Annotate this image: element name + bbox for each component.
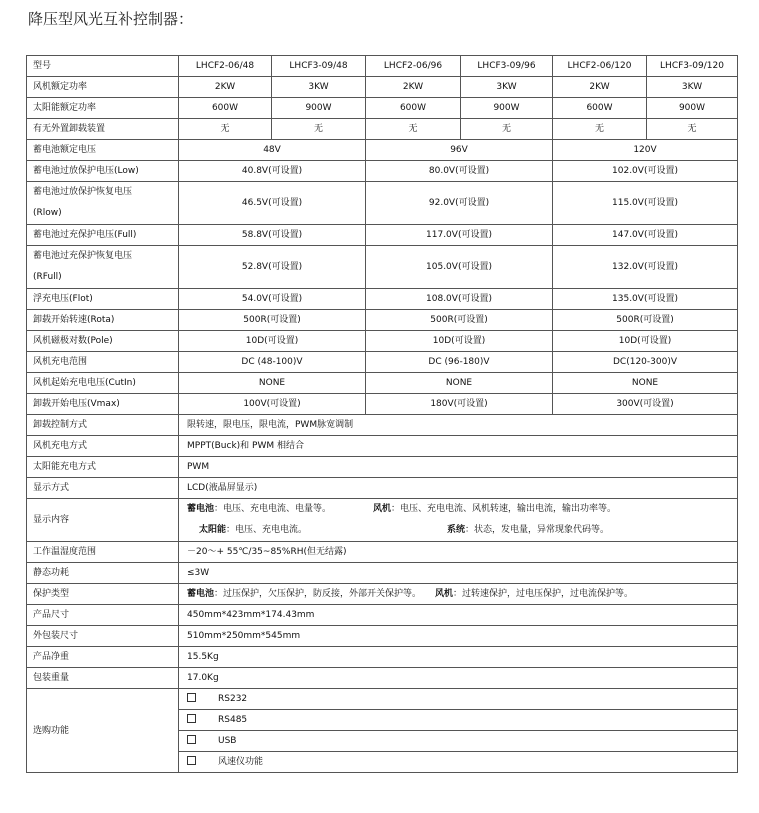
cell: NONE (179, 373, 366, 394)
cell: 600W (179, 98, 272, 119)
cell: 108.0V(可设置) (366, 289, 553, 310)
cell: 900W (461, 98, 553, 119)
checkbox-icon[interactable] (187, 714, 196, 723)
table-row (27, 647, 738, 668)
option-label: 风速仪功能 (218, 757, 264, 767)
row-label: 浮充电压(Flot) (27, 289, 179, 310)
row-label-line-2: (Rlow) (33, 208, 62, 218)
cell: 900W (647, 98, 738, 119)
row-label: 太阳能充电方式 (27, 457, 179, 478)
cell: 无 (366, 119, 461, 140)
cell: 17.0Kg (179, 668, 738, 689)
cell: 10D(可设置) (366, 331, 553, 352)
table-row (27, 119, 738, 140)
cell: 510mm*250mm*545mm (179, 626, 738, 647)
table-row (27, 77, 738, 98)
cell: 600W (553, 98, 647, 119)
cell: 58.8V(可设置) (179, 225, 366, 246)
row-label: 风机额定功率 (27, 77, 179, 98)
cell: 100V(可设置) (179, 394, 366, 415)
cell: LCD(液晶屏显示) (179, 478, 738, 499)
row-label: 保护类型 (27, 584, 179, 605)
fan-value: ：电压、充电电流、风机转速，输出电流，输出功率等。 (391, 504, 617, 514)
row-label: 卸载开始电压(Vmax) (27, 394, 179, 415)
row-label: 显示内容 (27, 499, 179, 542)
model-4: LHCF3-09/96 (461, 56, 553, 77)
row-label: 包装重量 (27, 668, 179, 689)
row-label (27, 246, 179, 289)
cell: 900W (272, 98, 366, 119)
row-label: 蓄电池过放保护电压(Low) (27, 161, 179, 182)
cell: 120V (553, 140, 738, 161)
cell: NONE (553, 373, 738, 394)
cell: 300V(可设置) (553, 394, 738, 415)
table-row (27, 182, 738, 225)
row-label-line-1: 蓄电池过充保护恢复电压 (33, 251, 133, 261)
cell: 115.0V(可设置) (553, 182, 738, 225)
cell: 10D(可设置) (179, 331, 366, 352)
protection-cell (179, 584, 738, 605)
cell: 2KW (553, 77, 647, 98)
system-key: 系统 (447, 525, 466, 535)
checkbox-icon[interactable] (187, 756, 196, 765)
cell: 132.0V(可设置) (553, 246, 738, 289)
cell: 2KW (366, 77, 461, 98)
cell: NONE (366, 373, 553, 394)
table-row (27, 542, 738, 563)
model-5: LHCF2-06/120 (553, 56, 647, 77)
cell: 600W (366, 98, 461, 119)
display-content-line-2 (187, 520, 733, 541)
model-6: LHCF3-09/120 (647, 56, 738, 77)
battery-value: ：电压、充电电流、电量等。 (214, 504, 332, 514)
cell: 54.0V(可设置) (179, 289, 366, 310)
header-label: 型号 (27, 56, 179, 77)
cell: 15.5Kg (179, 647, 738, 668)
row-label: 显示方式 (27, 478, 179, 499)
row-label: 产品净重 (27, 647, 179, 668)
table-row (27, 394, 738, 415)
row-label: 蓄电池过充保护电压(Full) (27, 225, 179, 246)
table-row (27, 225, 738, 246)
cell: PWM (179, 457, 738, 478)
cell: 限转速，限电压，限电流，PWM脉宽调制 (179, 415, 738, 436)
table-row (27, 478, 738, 499)
table-row (27, 310, 738, 331)
table-row (27, 457, 738, 478)
cell: 无 (647, 119, 738, 140)
row-label (27, 182, 179, 225)
system-value: ：状态，发电量，异常现象代码等。 (465, 525, 610, 535)
table-row-options (27, 689, 738, 710)
row-label: 产品尺寸 (27, 605, 179, 626)
cell: 105.0V(可设置) (366, 246, 553, 289)
protection-fan-key: 风机 (435, 589, 454, 599)
table-row (27, 584, 738, 605)
cell: DC (48-100)V (179, 352, 366, 373)
table-row (27, 605, 738, 626)
checkbox-icon[interactable] (187, 693, 196, 702)
solar-key: 太阳能 (199, 525, 227, 535)
table-row (27, 98, 738, 119)
table-row (27, 373, 738, 394)
cell: 无 (553, 119, 647, 140)
row-label: 外包装尺寸 (27, 626, 179, 647)
cell: DC (96-180)V (366, 352, 553, 373)
option-label: RS485 (218, 715, 248, 725)
cell: 147.0V(可设置) (553, 225, 738, 246)
table-row (27, 289, 738, 310)
fan-key: 风机 (373, 504, 392, 514)
table-row (27, 415, 738, 436)
cell: 500R(可设置) (366, 310, 553, 331)
cell: 500R(可设置) (179, 310, 366, 331)
row-label-line-2: (RFull) (33, 272, 62, 282)
display-content-cell (179, 499, 738, 542)
row-label: 卸载控制方式 (27, 415, 179, 436)
solar-value: ：电压、充电电流。 (226, 525, 308, 535)
cell: 3KW (272, 77, 366, 98)
row-label: 卸载开始转速(Rota) (27, 310, 179, 331)
cell: －20～+ 55℃/35~85%RH(但无结露) (179, 542, 738, 563)
option-rs485[interactable] (179, 710, 738, 731)
row-label: 风机磁极对数(Pole) (27, 331, 179, 352)
cell: 92.0V(可设置) (366, 182, 553, 225)
cell: 102.0V(可设置) (553, 161, 738, 182)
table-row (27, 436, 738, 457)
option-rs232[interactable] (179, 689, 738, 710)
option-anemometer[interactable] (179, 752, 738, 773)
table-row (27, 352, 738, 373)
cell: 46.5V(可设置) (179, 182, 366, 225)
row-label: 有无外置卸载装置 (27, 119, 179, 140)
table-row (27, 499, 738, 542)
table-row (27, 668, 738, 689)
cell: 52.8V(可设置) (179, 246, 366, 289)
cell: 无 (461, 119, 553, 140)
table-row-header (27, 56, 738, 77)
protection-battery-key: 蓄电池 (187, 589, 215, 599)
row-label: 风机充电范围 (27, 352, 179, 373)
row-label: 静态功耗 (27, 563, 179, 584)
cell: 450mm*423mm*174.43mm (179, 605, 738, 626)
cell: 80.0V(可设置) (366, 161, 553, 182)
table-row (27, 246, 738, 289)
table-row (27, 331, 738, 352)
page-title: 降压型风光互补控制器： (28, 10, 194, 28)
checkbox-icon[interactable] (187, 735, 196, 744)
table-row (27, 161, 738, 182)
model-3: LHCF2-06/96 (366, 56, 461, 77)
protection-battery-value: ：过压保护，欠压保护，防反接，外部开关保护等。 (214, 589, 422, 599)
table-row (27, 563, 738, 584)
row-label: 太阳能额定功率 (27, 98, 179, 119)
protection-fan-value: ：过转速保护，过电压保护，过电流保护等。 (453, 589, 634, 599)
display-content-line-1 (187, 499, 733, 520)
row-label: 风机充电方式 (27, 436, 179, 457)
cell: 48V (179, 140, 366, 161)
spec-table (26, 55, 738, 773)
option-label: RS232 (218, 694, 248, 704)
battery-key: 蓄电池 (187, 504, 215, 514)
cell: MPPT(Buck)和 PWM 相结合 (179, 436, 738, 457)
cell: 180V(可设置) (366, 394, 553, 415)
option-usb[interactable] (179, 731, 738, 752)
cell: 无 (272, 119, 366, 140)
cell: 96V (366, 140, 553, 161)
row-label: 选购功能 (27, 689, 179, 773)
table-row (27, 626, 738, 647)
cell: DC(120-300)V (553, 352, 738, 373)
model-1: LHCF2-06/48 (179, 56, 272, 77)
cell: ≤3W (179, 563, 738, 584)
row-label: 工作温湿度范围 (27, 542, 179, 563)
row-label: 风机起始充电电压(CutIn) (27, 373, 179, 394)
row-label-line-1: 蓄电池过放保护恢复电压 (33, 187, 133, 197)
option-label: USB (218, 736, 237, 746)
row-label: 蓄电池额定电压 (27, 140, 179, 161)
cell: 无 (179, 119, 272, 140)
model-2: LHCF3-09/48 (272, 56, 366, 77)
cell: 40.8V(可设置) (179, 161, 366, 182)
cell: 500R(可设置) (553, 310, 738, 331)
cell: 3KW (647, 77, 738, 98)
cell: 117.0V(可设置) (366, 225, 553, 246)
table-row (27, 140, 738, 161)
cell: 10D(可设置) (553, 331, 738, 352)
cell: 135.0V(可设置) (553, 289, 738, 310)
cell: 3KW (461, 77, 553, 98)
cell: 2KW (179, 77, 272, 98)
